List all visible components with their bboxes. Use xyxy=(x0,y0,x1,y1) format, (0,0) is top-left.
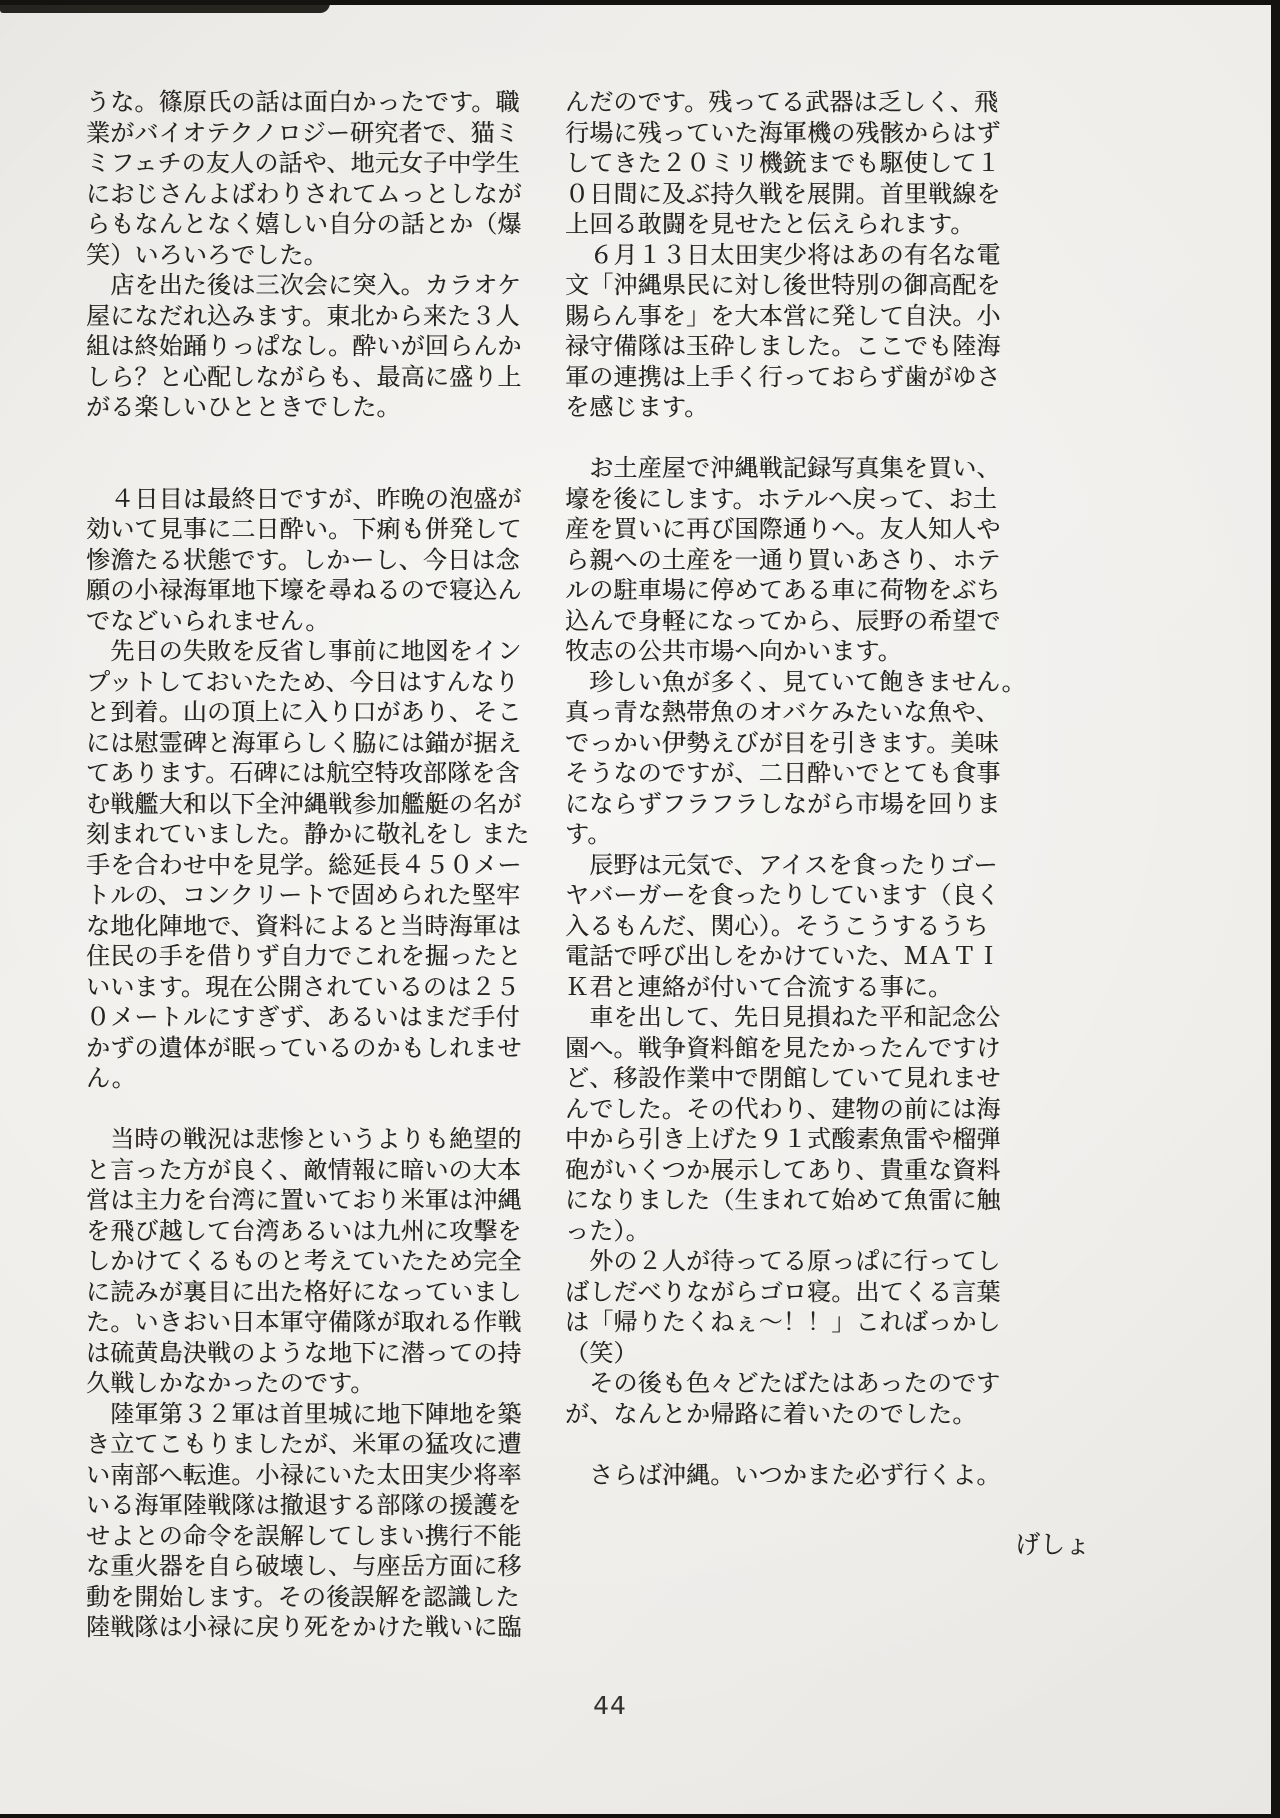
text-line: った）。 xyxy=(565,1216,650,1245)
text-line xyxy=(86,1094,536,1125)
text-line: ０メートルにすぎず、あるいはまだ手付 xyxy=(86,1003,520,1031)
text-line: ヤバーガーを食ったりしています（良く xyxy=(565,881,1001,909)
text-line: 賜らん事を」を大本営に発して自決。小 xyxy=(565,301,1001,330)
text-line: た。いきおい日本軍守備隊が取れる作戦 xyxy=(86,1308,522,1336)
text-line: お土産屋で沖縄戦記録写真集を買い、 xyxy=(565,454,1001,482)
text-line: てあります。石碑には航空特攻部隊を含 xyxy=(86,759,520,787)
scan-edge-top-left xyxy=(0,0,330,13)
text-line: にならずフラフラしながら市場を回りま xyxy=(565,789,1001,818)
text-line: ルの駐車場に停めてある車に荷物をぶち xyxy=(565,576,1001,604)
text-line: 惨澹たる状態です。しかーし、今日は念 xyxy=(86,545,520,574)
text-line: 禄守備隊は玉砕しました。ここでも陸海 xyxy=(565,332,1001,360)
text-line: ６月１３日太田実少将はあの有名な電 xyxy=(565,240,1001,269)
text-line: （笑） xyxy=(565,1338,638,1367)
text-line: ら親への土産を一通り買いあさり、ホテ xyxy=(565,545,1001,574)
text-line: 文「沖縄県民に対し後世特別の御高配を xyxy=(565,271,1001,299)
text-line: い南部へ転進。小禄にいた太田実少将率 xyxy=(86,1460,522,1489)
author-signature: げしょ xyxy=(1015,1530,1091,1559)
text-line: と言った方が良く、敵情報に暗いの大本 xyxy=(86,1155,522,1184)
text-line: 先日の失敗を反省し事前に地図をイン xyxy=(86,637,522,665)
text-line: 電話で呼び出しをかけていた、ＭＡＴＩ xyxy=(565,942,1001,970)
text-line: 珍しい魚が多く、見ていて飽きません。 xyxy=(565,667,1026,696)
text-line: 陸軍第３２軍は首里城に地下陣地を築 xyxy=(86,1399,522,1428)
text-line: を飛び越して台湾あるいは九州に攻撃を xyxy=(86,1216,522,1245)
scan-edge-right xyxy=(1271,0,1280,1818)
text-line: がる楽しいひとときでした。 xyxy=(86,393,401,421)
text-line: さらば沖縄。いつかまた必ず行くよ。 xyxy=(565,1460,1001,1489)
text-line: ん。 xyxy=(86,1064,136,1092)
text-line: は硫黄島決戦のような地下に潜っての持 xyxy=(86,1338,522,1367)
text-line: せよとの命令を誤解してしまい携行不能 xyxy=(86,1521,522,1550)
text-line: 店を出た後は三次会に突入。カラオケ xyxy=(86,271,522,299)
text-line: ばしだべりながらゴロ寝。出てくる言葉 xyxy=(565,1277,1001,1306)
text-line: プットしておいたため、今日はすんなり xyxy=(86,667,519,696)
text-line xyxy=(86,423,536,454)
text-line: ど、移設作業中で閉館していて見れませ xyxy=(565,1064,1001,1092)
page-number: 44 xyxy=(593,1691,627,1720)
text-line: 込んで身軽になってから、辰野の希望で xyxy=(565,606,1001,635)
text-line: 笑）いろいろでした。 xyxy=(86,240,328,269)
text-line: んだのです。残ってる武器は乏しく、飛 xyxy=(565,88,999,116)
text-line: しかけてくるものと考えていたため完全 xyxy=(86,1247,522,1275)
text-line: らもなんとなく嬉しい自分の話とか（爆 xyxy=(86,210,522,238)
text-line: が、なんとか帰路に着いたのでした。 xyxy=(565,1399,977,1428)
text-line: を感じます。 xyxy=(565,393,709,421)
text-line: き立てこもりましたが、米軍の猛攻に遭 xyxy=(86,1430,522,1458)
text-line: 営は主力を台湾に置いており米軍は沖縄 xyxy=(86,1186,522,1214)
text-line xyxy=(565,423,1015,454)
text-line: ４日目は最終日ですが、昨晩の泡盛が xyxy=(86,484,522,513)
text-line: 壕を後にします。ホテルへ戻って、お土 xyxy=(565,484,997,513)
text-line: いいます。現在公開されているのは２５ xyxy=(86,972,520,1001)
text-line: には慰霊碑と海軍らしく脇には錨が据え xyxy=(86,728,522,757)
text-line: 当時の戦況は悲惨というよりも絶望的 xyxy=(86,1125,522,1153)
text-line: ミフェチの友人の話や、地元女子中学生 xyxy=(86,149,520,177)
text-line: 行場に残っていた海軍機の残骸からはず xyxy=(565,118,1001,147)
text-line: 中から引き上げた９１式酸素魚雷や榴弾 xyxy=(565,1125,1001,1153)
text-line: 久戦しかなかったのです。 xyxy=(86,1369,375,1397)
text-line: 手を合わせ中を見学。総延長４５０メー xyxy=(86,850,522,879)
text-line: におじさんよばわりされてムっとしなが xyxy=(86,179,522,208)
text-line: でっかい伊勢えびが目を引きます。美味 xyxy=(565,728,999,757)
text-line: そうなのですが、二日酔いでとても食事 xyxy=(565,759,1001,787)
text-line: しら？と心配しながらも、最高に盛り上 xyxy=(86,362,522,391)
text-line: な重火器を自ら破壊し、与座岳方面に移 xyxy=(86,1552,522,1580)
text-line: に読みが裏目に出た格好になっていまし xyxy=(86,1277,522,1306)
text-line: 住民の手を借りず自力でこれを掘ったと xyxy=(86,942,522,970)
scan-edge-bottom xyxy=(0,1814,1280,1818)
text-line: 牧志の公共市場へ向かいます。 xyxy=(565,637,902,665)
text-line xyxy=(86,453,536,484)
text-line: 屋になだれ込みます。東北から来た３人 xyxy=(86,301,520,330)
text-line: 産を買いに再び国際通りへ。友人知人や xyxy=(565,515,1001,543)
text-line: トルの、コンクリートで固められた堅牢 xyxy=(86,881,521,909)
text-line: 効いて見事に二日酔い。下痢も併発して xyxy=(86,515,522,543)
text-line: 軍の連携は上手く行っておらず歯がゆさ xyxy=(565,362,1001,391)
text-line: 車を出して、先日見損ねた平和記念公 xyxy=(565,1003,1001,1031)
text-line: 動を開始します。その後誤解を認識した xyxy=(86,1582,520,1611)
text-line: ０日間に及ぶ持久戦を展開。首里戦線を xyxy=(565,179,1001,208)
text-line: んでした。その代わり、建物の前には海 xyxy=(565,1094,1001,1123)
text-line: な地化陣地で、資料によると当時海軍は xyxy=(86,911,522,940)
text-line: かずの遺体が眠っているのかもしれませ xyxy=(86,1033,522,1062)
text-column-left xyxy=(86,87,536,1643)
text-line: 入るもんだ、関心）。そうこうするうち xyxy=(565,911,989,940)
text-line: 刻まれていました。静かに敬礼をし また xyxy=(86,820,530,848)
text-line: す。 xyxy=(565,820,612,848)
text-line: 真っ青な熱帯魚のオバケみたいな魚や、 xyxy=(565,698,1000,726)
text-line: でなどいられません。 xyxy=(86,606,330,635)
text-line: 園へ。戦争資料館を見たかったんですけ xyxy=(565,1033,1001,1062)
text-line: は「帰りたくねぇ～！！」こればっかし xyxy=(565,1308,1001,1336)
text-line: 外の２人が待ってる原っぱに行ってし xyxy=(565,1247,1001,1275)
text-line: 辰野は元気で、アイスを食ったりゴー xyxy=(565,850,998,879)
text-line xyxy=(565,1429,1015,1460)
text-line: 上回る敢闘を見せたと伝えられます。 xyxy=(565,210,975,238)
text-line: 組は終始踊りっぱなし。酔いが回らんか xyxy=(86,332,522,360)
text-line: 砲がいくつか展示してあり、貴重な資料 xyxy=(565,1155,1001,1184)
text-line: になりました（生まれて始めて魚雷に触 xyxy=(565,1186,1001,1214)
text-line: 業がバイオテクノロジー研究者で、猫ミ xyxy=(86,118,519,147)
text-line: 願の小禄海軍地下壕を尋ねるので寝込ん xyxy=(86,576,522,604)
text-line: いる海軍陸戦隊は撤退する部隊の援護を xyxy=(86,1491,522,1519)
text-line: 陸戦隊は小禄に戻り死をかけた戦いに臨 xyxy=(86,1613,522,1641)
text-line: Ｋ君と連絡が付いて合流する事に。 xyxy=(565,972,953,1001)
text-line: その後も色々どたばたはあったのです xyxy=(565,1369,1001,1397)
text-line: と到着。山の頂上に入り口があり、そこ xyxy=(86,698,522,726)
page-scan xyxy=(0,5,1271,1814)
text-column-right xyxy=(565,87,1026,1490)
text-line: してきた２０ミリ機銃までも駆使して１ xyxy=(565,149,1001,177)
text-line: うな。篠原氏の話は面白かったです。職 xyxy=(86,88,520,116)
text-line: む戦艦大和以下全沖縄戦参加艦艇の名が xyxy=(86,789,522,818)
